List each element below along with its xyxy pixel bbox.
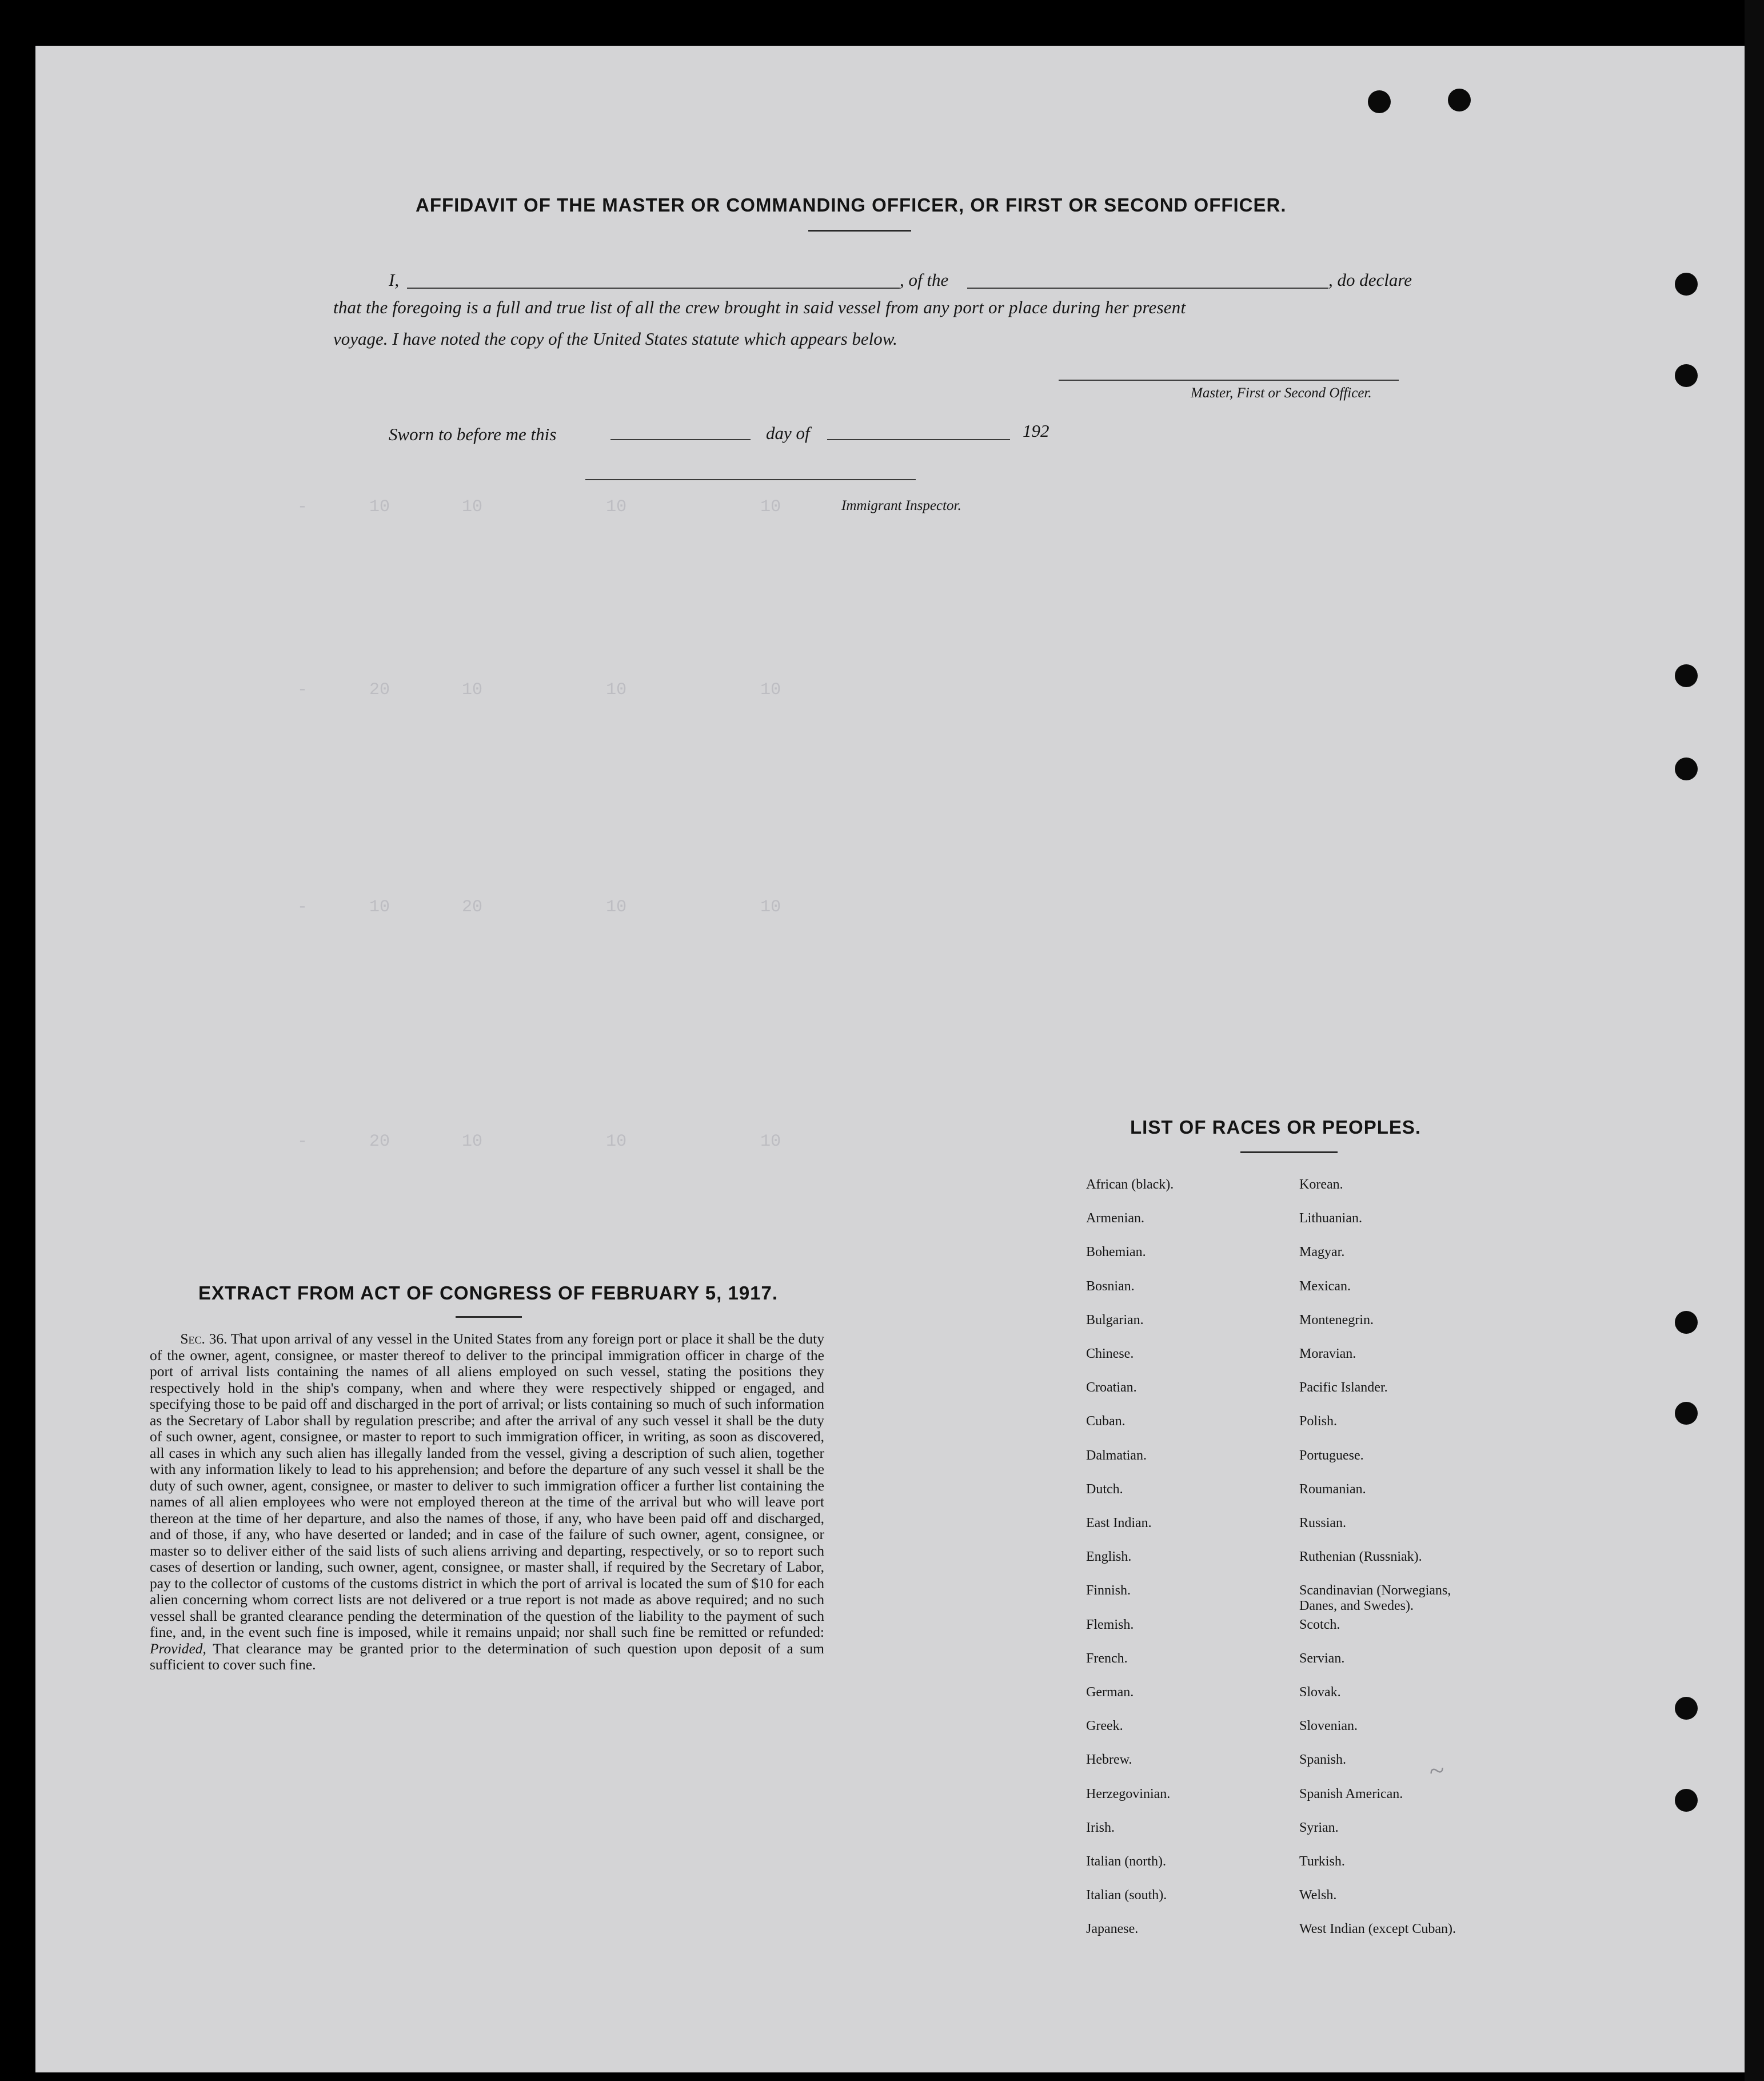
race-entry: Slovenian. (1299, 1719, 1358, 1734)
bleed-through-text: - 20 10 10 10 (297, 680, 781, 700)
bleed-through-text: - 10 10 10 10 (297, 497, 781, 517)
race-entry: Mexican. (1299, 1278, 1351, 1294)
race-entry: East Indian. (1086, 1516, 1152, 1530)
year-label: 192 (1023, 421, 1049, 441)
punch-hole-icon (1675, 364, 1698, 387)
race-entry: Slovak. (1299, 1685, 1341, 1700)
day-blank-line (610, 439, 751, 440)
inspector-label: Immigrant Inspector. (841, 498, 961, 513)
race-entry: Lithuanian. (1299, 1211, 1362, 1226)
punch-hole-icon (1675, 273, 1698, 296)
race-entry: Spanish. (1299, 1752, 1347, 1768)
sworn-label: Sworn to before me this (389, 424, 557, 444)
race-entry: Scotch. (1299, 1617, 1340, 1632)
race-entry: Montenegrin. (1299, 1312, 1374, 1327)
affidavit-line-2: that the foregoing is a full and true list of all the crew brought in said vessel from any port or place during her present (333, 297, 1186, 317)
bleed-through-text: - 10 20 10 10 (297, 898, 781, 917)
race-entry: Italian (south). (1086, 1888, 1167, 1903)
punch-hole-icon (1675, 1402, 1698, 1425)
race-entry: Russian. (1299, 1516, 1347, 1530)
punch-hole-icon (1675, 1789, 1698, 1812)
day-of-label: day of (766, 423, 810, 443)
races-title: LIST OF RACES OR PEOPLES. (1130, 1117, 1422, 1138)
punch-hole-icon (1675, 664, 1698, 687)
races-rule (1240, 1151, 1338, 1153)
race-entry: English. (1086, 1549, 1132, 1565)
affidavit-of-the: , of the (900, 270, 949, 290)
race-entry: Pacific Islander. (1299, 1380, 1388, 1396)
film-edge (1745, 0, 1764, 2081)
race-entry: Korean. (1299, 1177, 1343, 1192)
punch-hole-icon (1368, 90, 1391, 113)
race-entry: Greek. (1086, 1719, 1123, 1734)
race-entry: Japanese. (1086, 1921, 1139, 1937)
month-blank-line (827, 439, 1010, 440)
race-entry: Bosnian. (1086, 1278, 1135, 1294)
affidavit-line-3: voyage. I have noted the copy of the United States statute which appears below. (333, 329, 897, 349)
race-entry: Flemish. (1086, 1617, 1134, 1632)
race-entry: Irish. (1086, 1820, 1115, 1835)
race-entry: German. (1086, 1685, 1134, 1700)
affidavit-i: I, (389, 270, 400, 290)
punch-hole-icon (1675, 1697, 1698, 1720)
section-number: Sec. 36. (180, 1330, 228, 1347)
race-entry: Cuban. (1086, 1414, 1126, 1429)
race-entry: Welsh. (1299, 1888, 1337, 1903)
extract-rule (456, 1316, 522, 1318)
inspector-signature-line (585, 479, 916, 480)
title-rule (808, 230, 911, 232)
race-entry: Spanish American. (1299, 1786, 1403, 1801)
race-entry: Ruthenian (Russniak). (1299, 1549, 1422, 1565)
race-entry: Turkish. (1299, 1854, 1345, 1869)
bleed-through-text: - 20 10 10 10 (297, 1132, 781, 1151)
name-blank-line (407, 288, 900, 289)
race-entry: Hebrew. (1086, 1752, 1132, 1768)
race-entry: French. (1086, 1651, 1128, 1666)
statute-body-b: That clearance may be granted prior to the determination of such question upon deposit of a sum sufficient to cover such fine. (150, 1640, 824, 1673)
race-entry: Roumanian. (1299, 1481, 1366, 1497)
race-entry: Armenian. (1086, 1211, 1144, 1226)
race-entry: Bohemian. (1086, 1245, 1146, 1260)
race-entry: Scandinavian (Norwegians, Danes, and Swedes). (1299, 1583, 1451, 1614)
race-entry: Portuguese. (1299, 1448, 1364, 1463)
race-entry: Magyar. (1299, 1245, 1345, 1260)
race-entry: Herzegovinian. (1086, 1786, 1171, 1801)
provided-term: Provided, (150, 1640, 206, 1657)
race-entry: Bulgarian. (1086, 1312, 1144, 1327)
race-entry: Dalmatian. (1086, 1448, 1147, 1463)
affidavit-title: AFFIDAVIT OF THE MASTER OR COMMANDING OFFICER, OR FIRST OR SECOND OFFICER. (416, 194, 1287, 216)
race-entry: Chinese. (1086, 1346, 1134, 1361)
pencil-marking: ~ (1427, 1755, 1446, 1787)
officer-signature-line (1059, 380, 1399, 381)
race-entry: Servian. (1299, 1651, 1345, 1666)
statute-body-a: That upon arrival of any vessel in the United States from any foreign port or place it shall be the duty of the owner, agent, consignee, or master thereof to deliver to the principal immigration officer in charge of the port of arrival lists containing the names of all aliens employed on such vessel, stating the positions they respectively hold in the ship's company, when and where they were respectively shipped or engaged, and specifying those to be paid off and discharged in the port of arrival; or lists containing so much of such information as the Secretary of Labor shall by regulation prescribe; and after the arrival of any such vessel it shall be the duty of such owner, agent, consignee, or master to report to such immigration officer, in writing, as soon as discovered, all cases in which any such alien has illegally landed from the vessel, giving a description of such alien, together with any information likely to lead to his apprehension; and before the departure of any such vessel it shall be the duty of such owner, agent, consignee, or master to deliver to such immigration officer a further list containing the names of all alien employees who were not employed thereon at the time of the arrival but who will leave port thereon at the time of her departure, and also the names of those, if any, who have been paid off and discharged, and of those, if any, who have deserted or landed; and in case of the failure of such owner, agent, consignee, or master so to deliver either of the said lists of such aliens arriving and departing, respectively, or so to report such cases of desertion or landing, such owner, agent, consignee, or master shall, if required by the Secretary of Labor, pay to the collector of customs of the customs district in which the port of arrival is located the sum of $10 for each alien concerning whom correct lists are not delivered or a true report is not made as above required; and no such vessel shall be granted clearance pending the determination of the question of the liability to the payment of such fine, and, in the event such fine is imposed, while it remains unpaid; nor shall such fine be remitted or refunded: (150, 1330, 825, 1640)
punch-hole-icon (1675, 1311, 1698, 1334)
race-entry: West Indian (except Cuban). (1299, 1921, 1456, 1937)
race-entry: Dutch. (1086, 1481, 1123, 1497)
affidavit-do-declare: , do declare (1328, 270, 1412, 290)
race-entry: Italian (north). (1086, 1854, 1166, 1869)
race-entry: African (black). (1086, 1177, 1174, 1192)
document-page (35, 46, 1745, 2072)
officer-label: Master, First or Second Officer. (1191, 385, 1372, 401)
vessel-blank-line (967, 288, 1328, 289)
punch-hole-icon (1675, 758, 1698, 780)
extract-title: EXTRACT FROM ACT OF CONGRESS OF FEBRUARY 5, 1917. (198, 1282, 779, 1303)
race-entry: Moravian. (1299, 1346, 1356, 1361)
statute-paragraph (150, 1331, 824, 1673)
punch-hole-icon (1448, 89, 1471, 111)
race-entry: Finnish. (1086, 1583, 1131, 1598)
race-entry: Syrian. (1299, 1820, 1339, 1835)
race-entry: Croatian. (1086, 1380, 1137, 1396)
race-entry: Polish. (1299, 1414, 1338, 1429)
